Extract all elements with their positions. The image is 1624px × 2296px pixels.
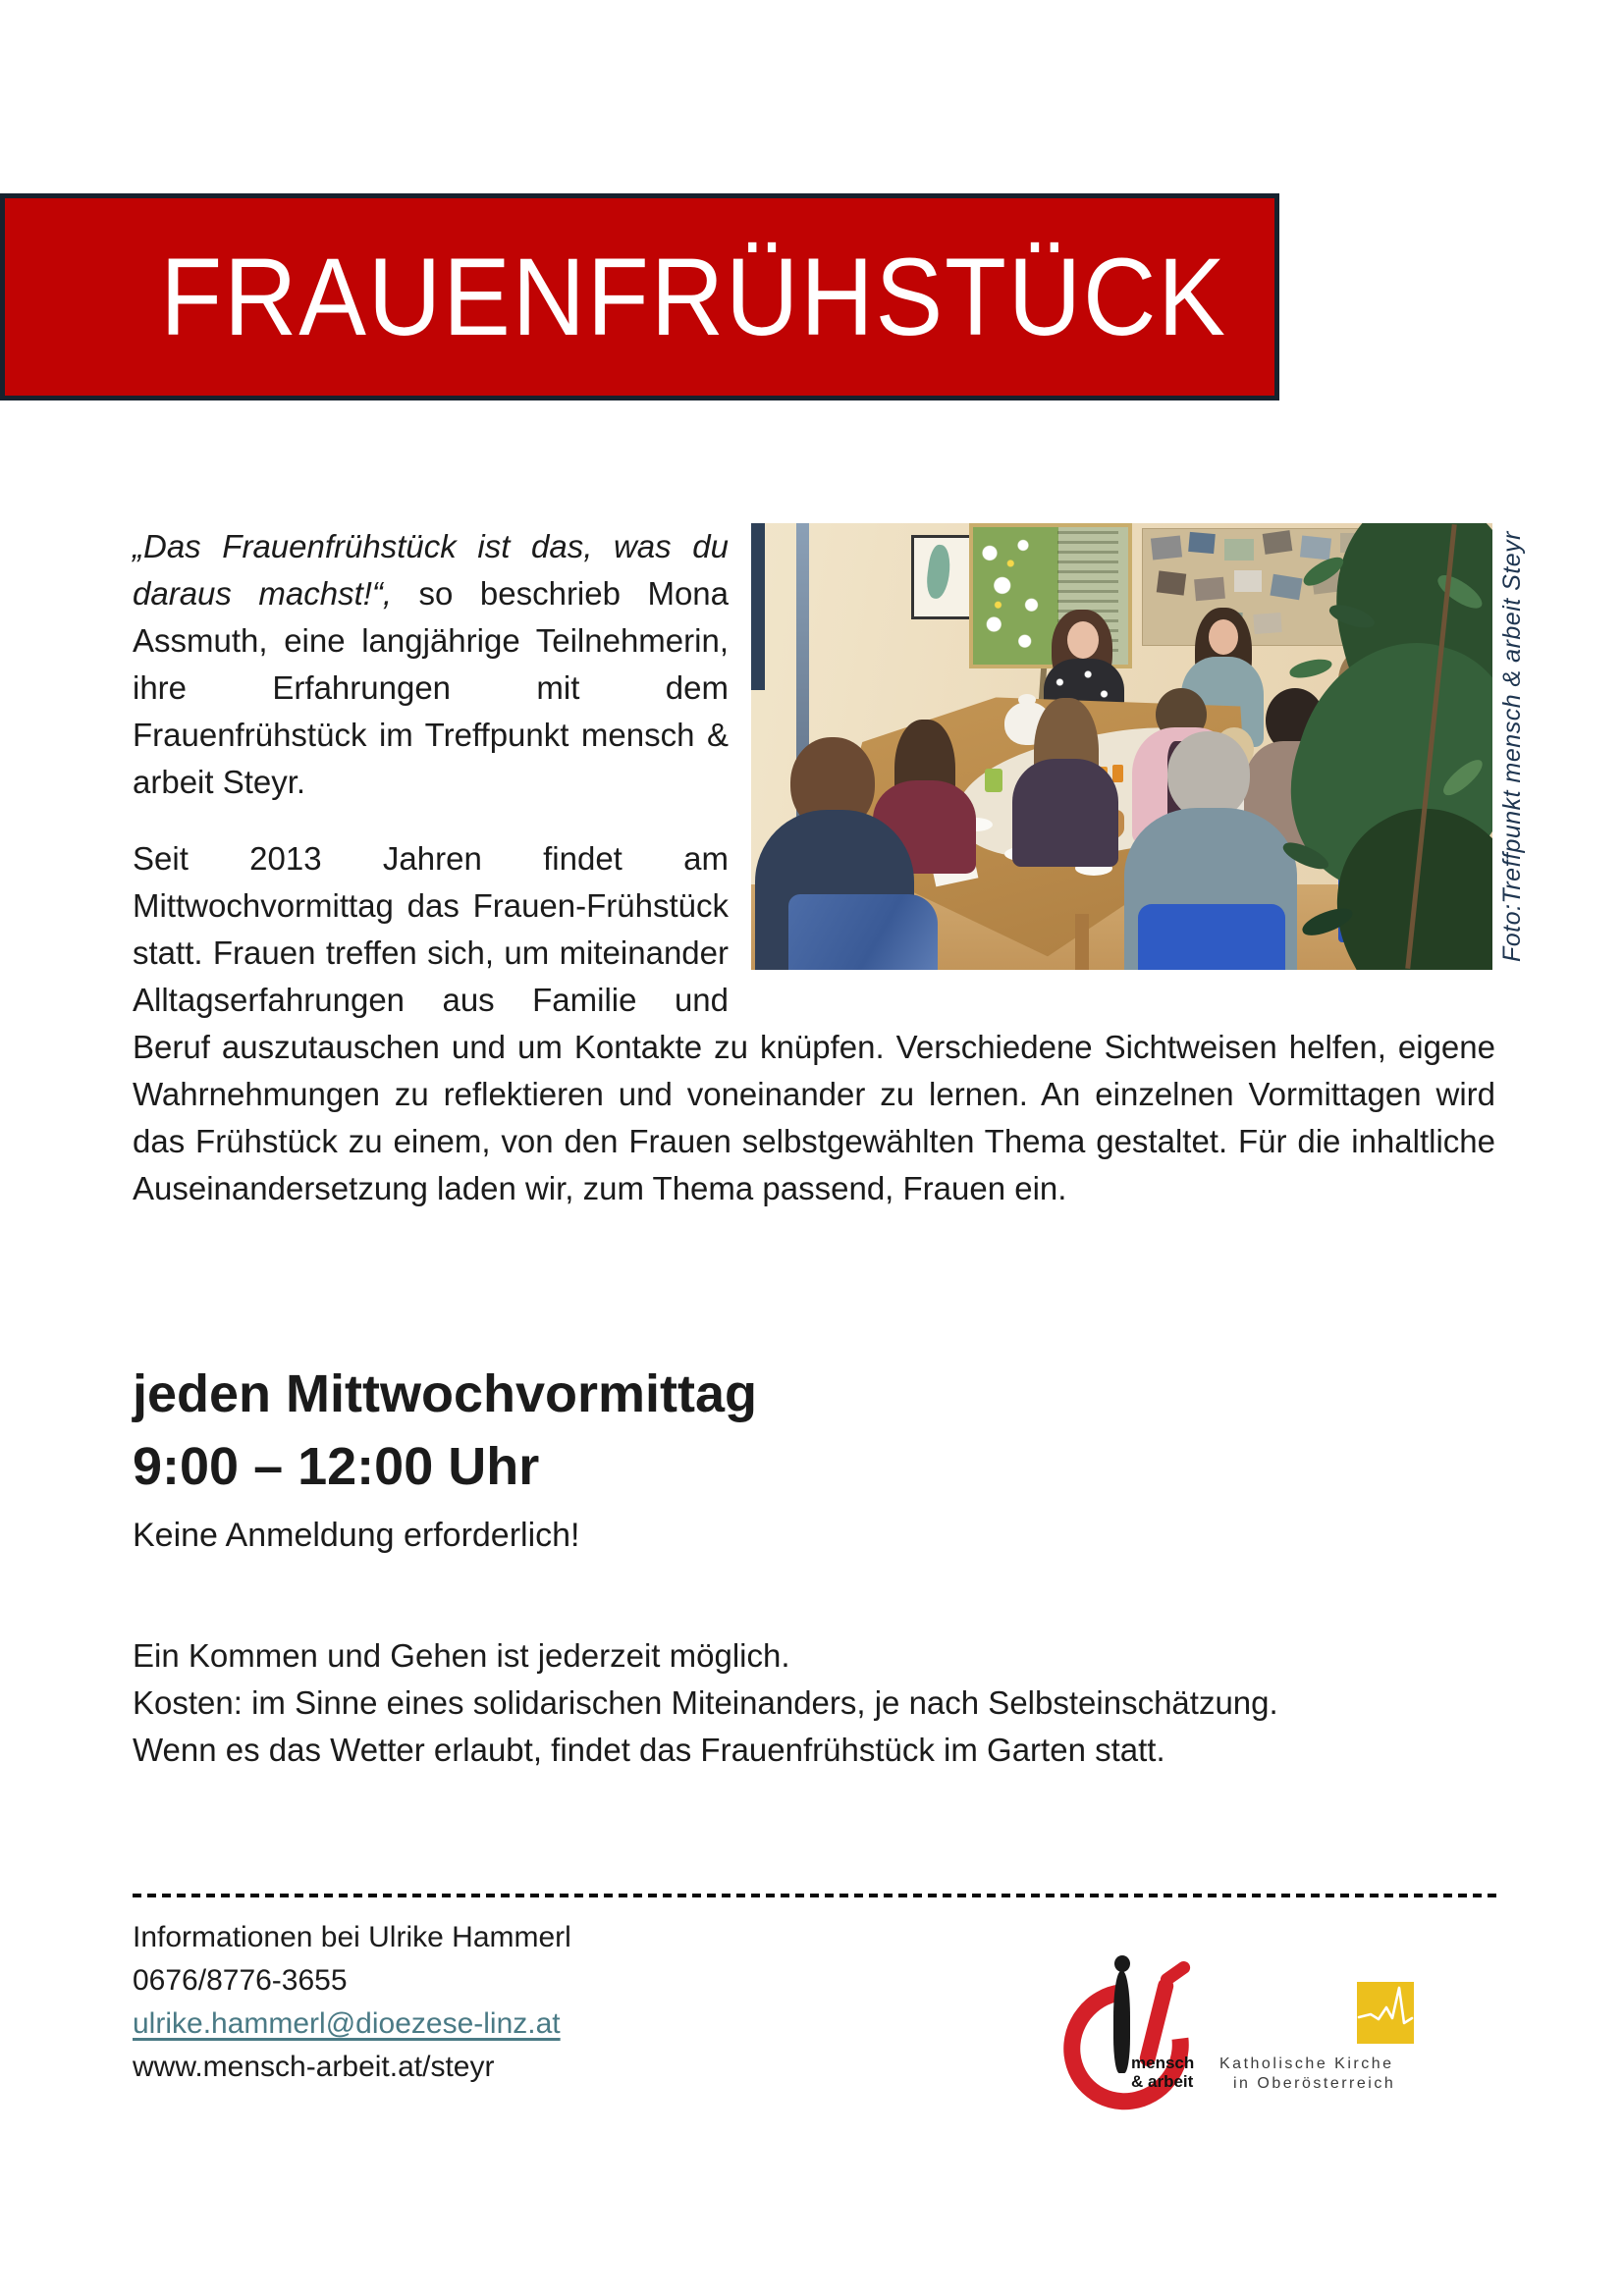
title-banner	[0, 193, 1279, 400]
details-line: Kosten: im Sinne eines solidarischen Miteinanders, je nach Selbsteinschätzung.	[133, 1684, 1278, 1721]
photo-collage-chip	[1151, 535, 1182, 560]
photo-collage-chip	[1234, 570, 1262, 592]
schedule-heading	[133, 1358, 757, 1503]
heartbeat-line-icon	[1357, 1982, 1414, 2044]
photo-collage-chip	[1194, 577, 1225, 602]
photo-block	[751, 523, 1532, 970]
page-title: FRAUENFRÜHSTÜCK	[160, 236, 1227, 358]
green-mug	[985, 769, 1002, 792]
details-line: Wenn es das Wetter erlaubt, findet das Frauenfrühstück im Garten statt.	[133, 1732, 1165, 1768]
blue-chair-back	[1138, 904, 1285, 970]
photo-collage-chip	[1253, 613, 1281, 634]
photo-collage-chip	[1300, 535, 1331, 560]
contact-info: Informationen bei Ulrike Hammerl	[133, 1921, 571, 1953]
photo-collage-chip	[1263, 530, 1293, 555]
mensch-arbeit-line1: mensch	[1131, 2054, 1195, 2072]
teapot-lid	[1018, 694, 1036, 706]
schedule-day: jeden Mittwochvormittag	[133, 1364, 758, 1423]
contact-block	[133, 1916, 571, 2089]
mensch-arbeit-figure-icon	[1113, 1971, 1130, 2073]
juice-glass	[1112, 765, 1123, 782]
intro-quote: „Das Frauenfrühstück ist das, was du daraus machst!“,	[133, 528, 729, 612]
mensch-arbeit-figure-icon	[1114, 1955, 1130, 1972]
contact-website: www.mensch-arbeit.at/steyr	[133, 2051, 495, 2083]
details-block	[133, 1632, 1278, 1774]
photo-collage-chip	[1188, 532, 1216, 554]
photo-collage-chip	[1157, 570, 1186, 595]
blue-blanket	[788, 894, 938, 970]
person-face	[1067, 621, 1099, 659]
kirche-logo-icon	[1357, 1982, 1414, 2044]
photo-collage-chip	[1224, 539, 1254, 561]
photo-caption-text: Foto:Treffpunkt mensch & arbeit Steyr	[1498, 530, 1526, 963]
katholische-kirche-line2: in Oberösterreich	[1233, 2075, 1396, 2092]
body-paragraph: Seit 2013 Jahren findet am Mittwochvormittag das Frauen-Frühstück statt. Frauen treffen sich, um miteinander Alltagserfahrungen aus Familie und Beruf auszutauschen und um Kontakte zu knüpfen. Verschiedene Sichtweisen helfen, eigene Wahrnehmungen zu reflektieren und voneinander zu lernen. An einzelnen Vormittagen wird das Frühstück zu einem, von den Frauen selbstgewählten Thema gestaltet. Für die inhaltliche Auseinandersetzung laden wir, zum Thema passend, Frauen ein.	[133, 840, 1495, 1206]
details-line: Ein Kommen und Gehen ist jederzeit möglich.	[133, 1637, 790, 1674]
person-left3	[1012, 759, 1118, 867]
dashed-separator	[133, 1894, 1497, 1897]
intro-rest: so beschrieb Mona Assmuth, eine langjährige Teilnehmerin, ihre Erfahrungen mit dem Frauenfrühstück im Treffpunkt mensch & arbeit Steyr.	[133, 575, 729, 800]
mensch-arbeit-line2: & arbeit	[1131, 2072, 1194, 2091]
wood-chair	[1075, 914, 1089, 970]
person-face	[1209, 619, 1238, 655]
mensch-arbeit-wordmark	[1131, 2054, 1194, 2091]
main-content	[133, 523, 1526, 1212]
group-photo	[751, 523, 1492, 970]
contact-email-link[interactable]: ulrike.hammerl@dioezese-linz.at	[133, 2007, 561, 2040]
contact-phone: 0676/8776-3655	[133, 1964, 348, 1997]
mensch-arbeit-logo-icon	[1158, 1958, 1192, 1988]
plant-leaf	[1288, 657, 1333, 681]
footer-logos	[1062, 1955, 1524, 2103]
person-gray-hair	[1167, 731, 1250, 820]
katholische-kirche-wordmark	[1219, 2055, 1395, 2094]
schedule-note: Keine Anmeldung erforderlich!	[133, 1517, 580, 1554]
schedule-time: 9:00 – 12:00 Uhr	[133, 1437, 540, 1496]
katholische-kirche-line1: Katholische Kirche	[1219, 2056, 1394, 2072]
photo-daisy-flowers	[973, 527, 1056, 657]
photo-door-edge	[751, 523, 765, 690]
photo-collage-chip	[1270, 574, 1302, 600]
photo-caption	[1492, 523, 1532, 970]
